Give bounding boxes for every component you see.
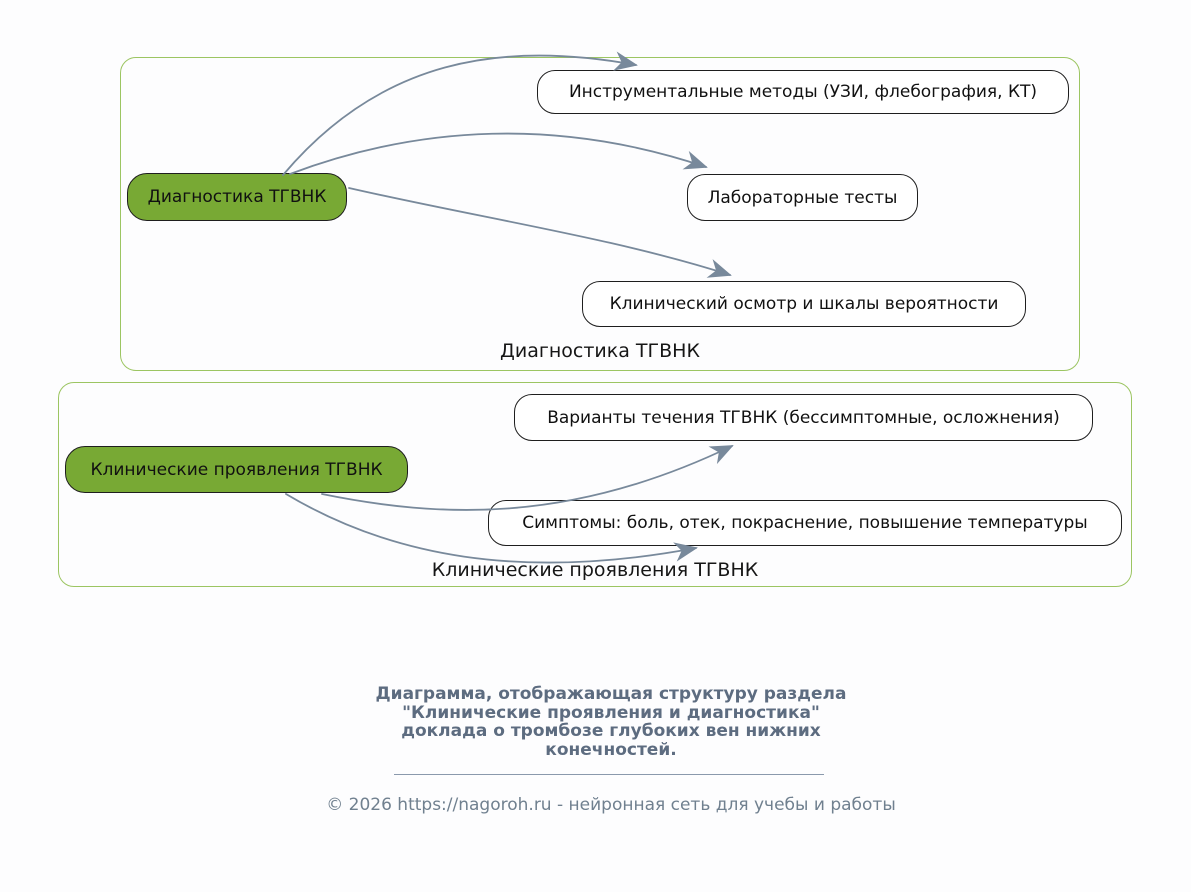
diagram-caption xyxy=(311,685,911,759)
leaf-label: Инструментальные методы (УЗИ, флебография, КТ) xyxy=(568,82,1038,102)
leaf-symptoms xyxy=(488,500,1122,546)
caption-line: конечностей. xyxy=(545,739,677,760)
caption-line: доклада о тромбозе глубоких вен нижних xyxy=(401,721,821,741)
leaf-label: Клинический осмотр и шкалы вероятности xyxy=(609,294,999,314)
root-node-label: Клинические проявления ТГВНК xyxy=(90,459,383,480)
leaf-course-variants xyxy=(514,394,1093,441)
root-node-diagnostika xyxy=(127,173,347,221)
leaf-lab-tests xyxy=(687,174,918,221)
caption-line: Диаграмма, отображающая структуру раздела xyxy=(375,684,847,704)
leaf-instrumental-methods xyxy=(537,70,1069,114)
root-node-proyavleniya xyxy=(65,446,408,493)
footer-divider xyxy=(394,774,824,775)
leaf-label: Симптомы: боль, отек, покраснение, повышение температуры xyxy=(522,513,1088,533)
leaf-clinical-exam xyxy=(582,281,1026,327)
leaf-label: Лабораторные тесты xyxy=(707,187,898,208)
leaf-label: Варианты течения ТГВНК (бессимптомные, осложнения) xyxy=(547,407,1060,428)
root-node-label: Диагностика ТГВНК xyxy=(147,187,327,207)
section-label-proyavleniya: Клинические проявления ТГВНК xyxy=(431,559,759,581)
section-label-diagnostika: Диагностика ТГВНК xyxy=(500,340,700,362)
caption-line: "Клинические проявления и диагностика" xyxy=(402,702,820,723)
copyright-text: © 2026 https://nagoroh.ru - нейронная сеть для учебы и работы xyxy=(326,795,896,815)
